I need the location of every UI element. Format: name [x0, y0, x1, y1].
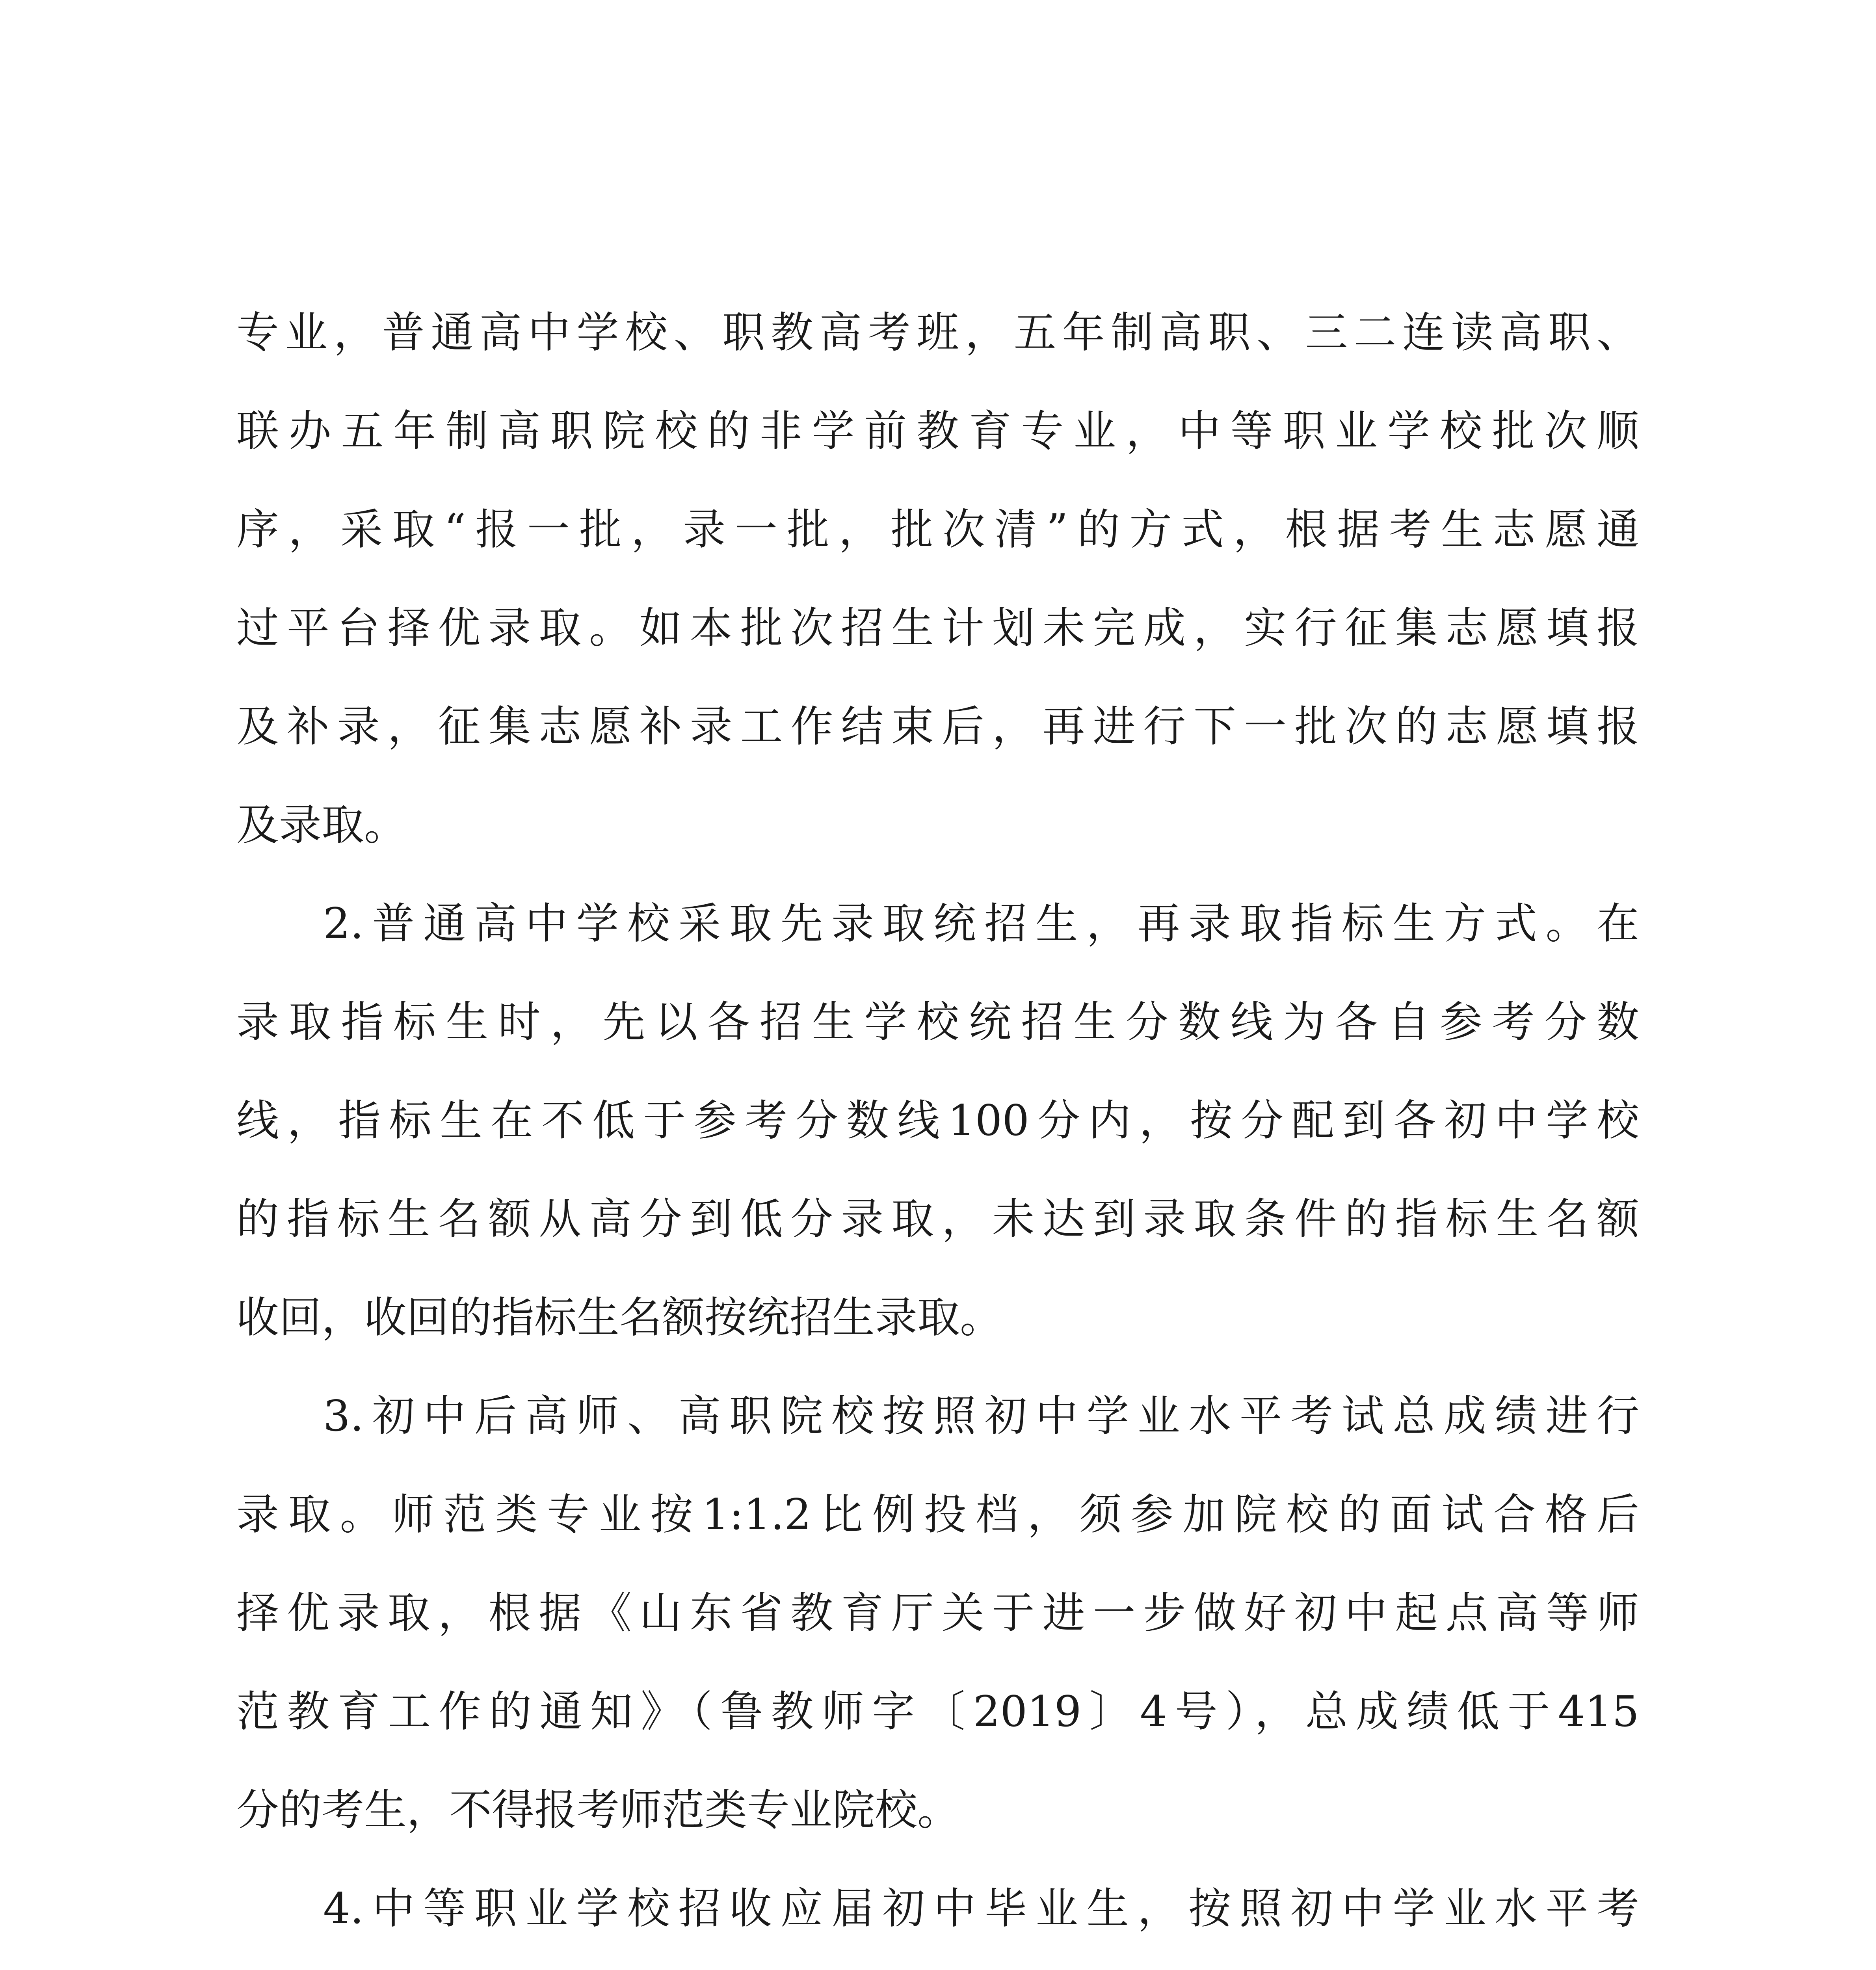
body-text-line	[236, 1958, 1639, 1970]
body-text-line: 及补录，征集志愿补录工作结束后，再进行下一批次的志愿填报	[236, 702, 1639, 751]
body-text-line: 联办五年制高职院校的非学前教育专业，中等职业学校批次顺	[236, 407, 1639, 456]
body-text-line: 及录取。	[236, 801, 407, 850]
body-text-line: 录取指标生时，先以各招生学校统招生分数线为各自参考分数	[236, 998, 1639, 1047]
paragraph-first-line: 4.中等职业学校招收应届初中毕业生，按照初中学业水平考	[323, 1884, 1639, 1933]
body-text-line: 的指标生名额从高分到低分录取，未达到录取条件的指标生名额	[236, 1195, 1639, 1244]
body-text-line: 序，采取“报一批，录一批，批次清”的方式，根据考生志愿通	[236, 505, 1639, 554]
body-text-line: 线，指标生在不低于参考分数线100分内，按分配到各初中学校	[236, 1096, 1639, 1145]
body-text-line: 择优录取，根据《山东省教育厅关于进一步做好初中起点高等师	[236, 1589, 1639, 1638]
paragraph-first-line: 3.初中后高师、高职院校按照初中学业水平考试总成绩进行	[323, 1392, 1639, 1441]
body-text-line: 范教育工作的通知》（鲁教师字〔2019〕4号），总成绩低于415	[236, 1687, 1639, 1736]
body-text-line: 分的考生，不得报考师范类专业院校。	[236, 1786, 960, 1835]
paragraph-first-line: 2.普通高中学校采取先录取统招生，再录取指标生方式。在	[323, 899, 1639, 948]
body-text-line: 专业，普通高中学校、职教高考班，五年制高职、三二连读高职、	[236, 308, 1639, 357]
body-text-line: 过平台择优录取。如本批次招生计划未完成，实行征集志愿填报	[236, 604, 1639, 653]
body-text-line: 收回，收回的指标生名额按统招生录取。	[236, 1293, 1003, 1342]
body-text-line: 录取。师范类专业按1:1.2比例投档，须参加院校的面试合格后	[236, 1490, 1639, 1539]
